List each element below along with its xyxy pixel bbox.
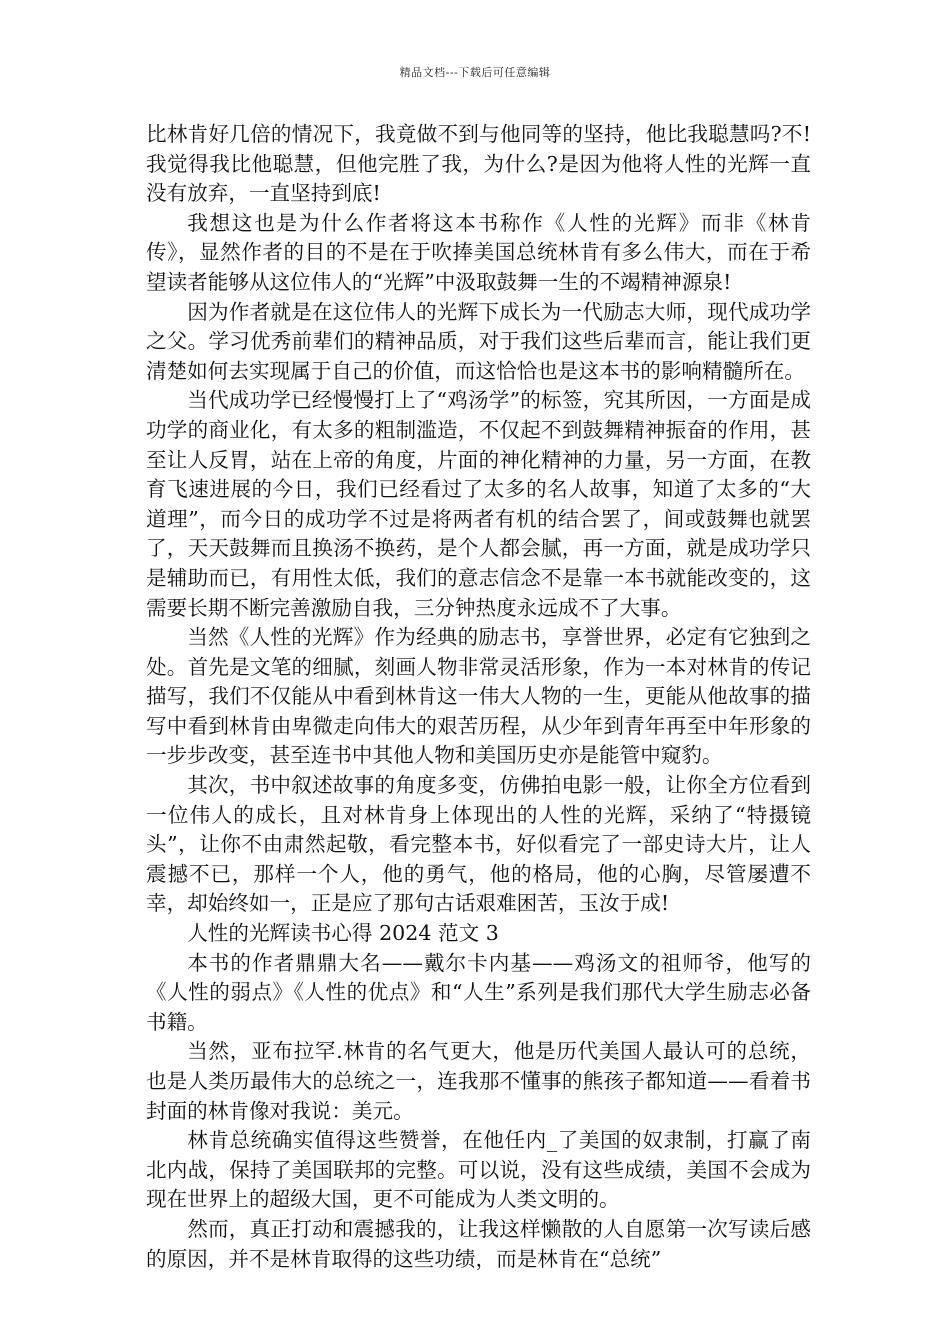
- paragraph-5: 当然《人性的光辉》作为经典的励志书，享誉世界，必定有它独到之处。首先是文笔的细腻，刻画人物非常灵活形象，作为一本对林肯的传记描写，我们不仅能从中看到林肯这一伟大人物的一生，更能从他故事的描写中看到林肯由卑微走向伟大的艰苦历程，从少年到青年再至中年形象的一步步改变，甚至连书中其他人物和美国历史亦是能管中窥豹。: [146, 625, 811, 768]
- paragraph-10: 然而，真正打动和震撼我的，让我这样懒散的人自愿第一次写读后感的原因，并不是林肯取得的这些功绩，而是林肯在“总统”: [146, 1216, 811, 1271]
- paragraph-2: 我想这也是为什么作者将这本书称作《人性的光辉》而非《林肯传》，显然作者的目的不是在于吹捧美国总统林肯有多么伟大，而在于希望读者能够从这位伟人的“光辉”中汲取鼓舞一生的不竭精神源泉!: [146, 210, 811, 294]
- document-body: [146, 120, 811, 1274]
- paragraph-1: 比林肯好几倍的情况下，我竟做不到与他同等的坚持，他比我聪慧吗?不!我觉得我比他聪慧，但他完胜了我，为什么?是因为他将人性的光辉一直没有放弃，一直坚持到底!: [146, 122, 811, 206]
- paragraph-7: 本书的作者鼎鼎大名——戴尔卡内基——鸡汤文的祖师爷，他写的《人性的弱点》《人性的优点》和“人生”系列是我们那代大学生励志必备书籍。: [146, 950, 811, 1034]
- page-header: 精品文档---下载后可任意编辑: [399, 66, 551, 79]
- paragraph-4: 当代成功学已经慢慢打上了“鸡汤学”的标签，究其所因，一方面是成功学的商业化，有太多的粗制滥造，不仅起不到鼓舞精神振奋的作用，甚至让人反胃，站在上帝的角度，片面的神化精神的力量，另一方面，在教育飞速进展的今日，我们已经看过了太多的名人故事，知道了太多的“大道理”，而今日的成功学不过是将两者有机的结合罢了，间或鼓舞也就罢了，天天鼓舞而且换汤不换药，是个人都会腻，再一方面，就是成功学只是辅助而已，有用性太低，我们的意志信念不是靠一本书就能改变的，这需要长期不断完善激励自我，三分钟热度永远成不了大事。: [146, 388, 811, 620]
- paragraph-6: 其次，书中叙述故事的角度多变，仿佛拍电影一般，让你全方位看到一位伟人的成长，且对林肯身上体现出的人性的光辉，采纳了“特摄镜头”，让你不由肃然起敬，看完整本书，好似看完了一部史诗大片，让人震撼不已，那样一个人，他的勇气，他的格局，他的心胸，尽管屡遭不幸，却始终如一，正是应了那句古话艰难困苦，玉汝于成!: [146, 773, 811, 916]
- paragraph-8: 当然，亚布拉罕.林肯的名气更大，他是历代美国人最认可的总统，也是人类历最伟大的总统之一，连我那不懂事的熊孩子都知道——看着书封面的林肯像对我说：美元。: [146, 1039, 811, 1123]
- paragraph-9: 林肯总统确实值得这些赞誉，在他任内_了美国的奴隶制，打赢了南北内战，保持了美国联邦的完整。可以说，没有这些成绩，美国不会成为现在世界上的超级大国，更不可能成为人类文明的。: [146, 1128, 811, 1212]
- paragraph-3: 因为作者就是在这位伟人的光辉下成长为一代励志大师，现代成功学之父。学习优秀前辈们的精神品质，对于我们这些后辈而言，能让我们更清楚如何去实现属于自己的价值，而这恰恰也是这本书的影响精髓所在。: [146, 299, 811, 383]
- section-title: 人性的光辉读书心得 2024 范文 3: [187, 921, 499, 946]
